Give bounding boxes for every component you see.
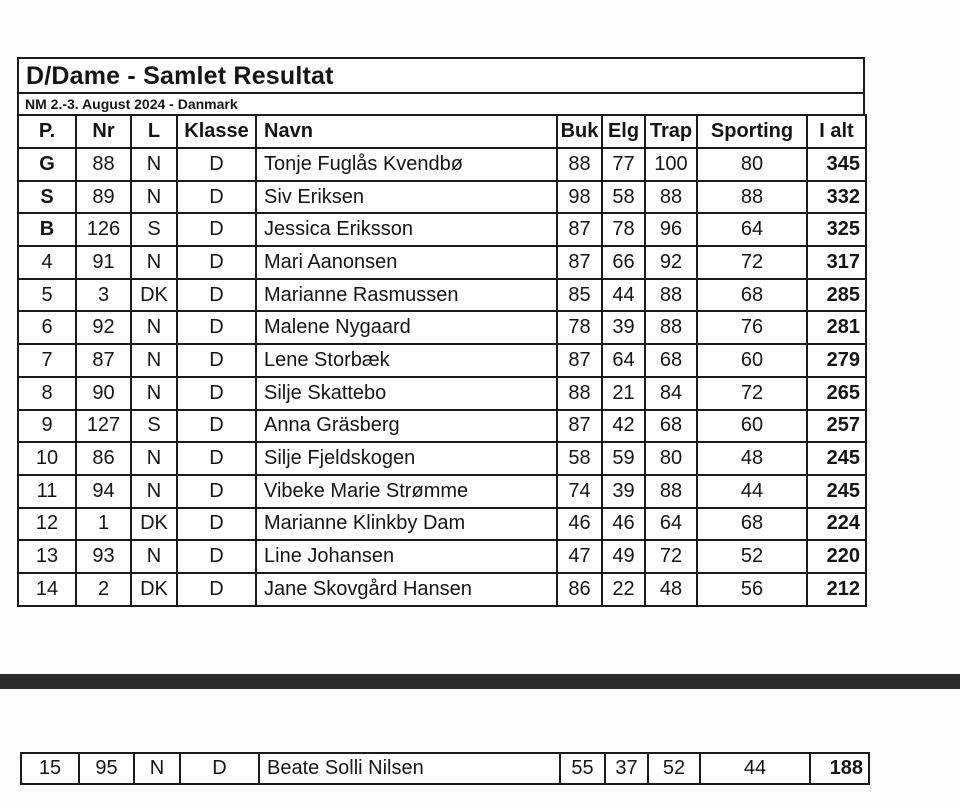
cell-trap: 64	[645, 508, 697, 541]
cell-l: S	[131, 213, 177, 246]
cell-p: 7	[18, 344, 76, 377]
cell-sporting: 64	[697, 213, 807, 246]
cell-sporting: 44	[697, 475, 807, 508]
main-result-sheet	[17, 57, 865, 607]
separator-bar	[0, 674, 960, 689]
cell-ialt: 245	[807, 475, 866, 508]
cell-trap: 92	[645, 246, 697, 279]
event-subtitle: NM 2.-3. August 2024 - Danmark	[17, 92, 865, 114]
cell-buk: 87	[557, 213, 602, 246]
cell-buk: 74	[557, 475, 602, 508]
cell-navn: Marianne Klinkby Dam	[256, 508, 557, 541]
header-sporting: Sporting	[697, 115, 807, 148]
table-row	[18, 410, 866, 443]
cell-p: S	[18, 181, 76, 214]
cell-klasse: D	[177, 573, 256, 606]
cell-trap: 84	[645, 377, 697, 410]
cell-sporting: 52	[697, 540, 807, 573]
cell-nr: 90	[76, 377, 131, 410]
cell-buk: 46	[557, 508, 602, 541]
cell-p: 11	[18, 475, 76, 508]
cell-trap: 72	[645, 540, 697, 573]
header-klasse: Klasse	[177, 115, 256, 148]
cell-navn: Beate Solli Nilsen	[259, 753, 560, 784]
cell-l: N	[131, 311, 177, 344]
cell-l: N	[131, 442, 177, 475]
header-l: L	[131, 115, 177, 148]
cell-nr: 1	[76, 508, 131, 541]
cell-ialt: 332	[807, 181, 866, 214]
cell-l: N	[131, 377, 177, 410]
cell-ialt: 188	[810, 753, 869, 784]
cell-elg: 39	[602, 311, 645, 344]
cell-sporting: 72	[697, 246, 807, 279]
cell-nr: 91	[76, 246, 131, 279]
cell-trap: 68	[645, 410, 697, 443]
cell-navn: Line Johansen	[256, 540, 557, 573]
table-row	[21, 753, 869, 784]
cell-p: 5	[18, 279, 76, 312]
cell-buk: 87	[557, 344, 602, 377]
cell-ialt: 257	[807, 410, 866, 443]
cell-sporting: 68	[697, 508, 807, 541]
cell-buk: 47	[557, 540, 602, 573]
cell-ialt: 220	[807, 540, 866, 573]
cell-elg: 44	[602, 279, 645, 312]
cell-navn: Anna Gräsberg	[256, 410, 557, 443]
cell-buk: 58	[557, 442, 602, 475]
cell-trap: 100	[645, 148, 697, 181]
table-row	[18, 213, 866, 246]
cell-klasse: D	[177, 344, 256, 377]
cell-navn: Tonje Fuglås Kvendbø	[256, 148, 557, 181]
cell-trap: 68	[645, 344, 697, 377]
cell-buk: 85	[557, 279, 602, 312]
cell-klasse: D	[177, 213, 256, 246]
cell-trap: 88	[645, 475, 697, 508]
cell-ialt: 317	[807, 246, 866, 279]
cell-ialt: 325	[807, 213, 866, 246]
cell-l: N	[131, 181, 177, 214]
cell-navn: Malene Nygaard	[256, 311, 557, 344]
cell-navn: Silje Fjeldskogen	[256, 442, 557, 475]
cell-p: 12	[18, 508, 76, 541]
header-nr: Nr	[76, 115, 131, 148]
cell-klasse: D	[180, 753, 259, 784]
cell-elg: 64	[602, 344, 645, 377]
cell-nr: 89	[76, 181, 131, 214]
cell-ialt: 279	[807, 344, 866, 377]
cell-l: N	[131, 246, 177, 279]
cell-sporting: 56	[697, 573, 807, 606]
cell-p: 10	[18, 442, 76, 475]
cell-sporting: 60	[697, 344, 807, 377]
header-buk: Buk	[557, 115, 602, 148]
table-row	[18, 442, 866, 475]
table-row	[18, 344, 866, 377]
table-row	[18, 475, 866, 508]
table-row	[18, 573, 866, 606]
header-row	[18, 115, 866, 148]
cell-l: N	[131, 540, 177, 573]
cell-buk: 55	[560, 753, 605, 784]
cell-klasse: D	[177, 475, 256, 508]
cell-p: 15	[21, 753, 79, 784]
cell-nr: 93	[76, 540, 131, 573]
cell-ialt: 285	[807, 279, 866, 312]
cell-elg: 37	[605, 753, 648, 784]
cell-ialt: 224	[807, 508, 866, 541]
cell-sporting: 68	[697, 279, 807, 312]
cell-ialt: 245	[807, 442, 866, 475]
cell-l: N	[131, 344, 177, 377]
cell-l: S	[131, 410, 177, 443]
cell-navn: Jane Skovgård Hansen	[256, 573, 557, 606]
cell-elg: 49	[602, 540, 645, 573]
cell-sporting: 80	[697, 148, 807, 181]
cell-sporting: 72	[697, 377, 807, 410]
cell-p: 6	[18, 311, 76, 344]
cell-klasse: D	[177, 279, 256, 312]
cell-buk: 88	[557, 377, 602, 410]
table-row	[18, 181, 866, 214]
cell-ialt: 345	[807, 148, 866, 181]
separated-result-sheet	[20, 752, 868, 785]
cell-nr: 3	[76, 279, 131, 312]
cell-navn: Jessica Eriksson	[256, 213, 557, 246]
cell-nr: 2	[76, 573, 131, 606]
cell-trap: 96	[645, 213, 697, 246]
cell-navn: Mari Aanonsen	[256, 246, 557, 279]
table-row	[18, 279, 866, 312]
cell-elg: 46	[602, 508, 645, 541]
cell-buk: 86	[557, 573, 602, 606]
cell-klasse: D	[177, 442, 256, 475]
cell-p: G	[18, 148, 76, 181]
cell-klasse: D	[177, 311, 256, 344]
cell-nr: 127	[76, 410, 131, 443]
table-row	[18, 246, 866, 279]
cell-elg: 78	[602, 213, 645, 246]
page-title: D/Dame - Samlet Resultat	[17, 57, 865, 92]
cell-buk: 87	[557, 246, 602, 279]
results-table	[17, 114, 867, 607]
table-row	[18, 508, 866, 541]
cell-p: 9	[18, 410, 76, 443]
cell-elg: 58	[602, 181, 645, 214]
cell-klasse: D	[177, 377, 256, 410]
cell-klasse: D	[177, 181, 256, 214]
header-trap: Trap	[645, 115, 697, 148]
cell-l: DK	[131, 508, 177, 541]
cell-elg: 66	[602, 246, 645, 279]
cell-p: 14	[18, 573, 76, 606]
cell-elg: 39	[602, 475, 645, 508]
cell-nr: 87	[76, 344, 131, 377]
header-ialt: I alt	[807, 115, 866, 148]
cell-nr: 95	[79, 753, 134, 784]
cell-navn: Marianne Rasmussen	[256, 279, 557, 312]
cell-l: N	[131, 475, 177, 508]
cell-trap: 52	[648, 753, 700, 784]
table-row	[18, 540, 866, 573]
cell-elg: 42	[602, 410, 645, 443]
cell-p: 13	[18, 540, 76, 573]
cell-klasse: D	[177, 148, 256, 181]
table-row	[18, 377, 866, 410]
table-row	[18, 311, 866, 344]
cell-navn: Silje Skattebo	[256, 377, 557, 410]
cell-klasse: D	[177, 246, 256, 279]
cell-nr: 88	[76, 148, 131, 181]
cell-elg: 22	[602, 573, 645, 606]
cell-nr: 92	[76, 311, 131, 344]
cell-nr: 126	[76, 213, 131, 246]
header-navn: Navn	[256, 115, 557, 148]
table-row	[18, 148, 866, 181]
cell-trap: 48	[645, 573, 697, 606]
cell-nr: 86	[76, 442, 131, 475]
cell-buk: 87	[557, 410, 602, 443]
cell-trap: 80	[645, 442, 697, 475]
cell-klasse: D	[177, 540, 256, 573]
cell-l: DK	[131, 279, 177, 312]
header-p: P.	[18, 115, 76, 148]
cell-buk: 78	[557, 311, 602, 344]
cell-navn: Lene Storbæk	[256, 344, 557, 377]
cell-l: N	[134, 753, 180, 784]
cell-p: 4	[18, 246, 76, 279]
cell-p: B	[18, 213, 76, 246]
cell-p: 8	[18, 377, 76, 410]
cell-l: DK	[131, 573, 177, 606]
cell-ialt: 281	[807, 311, 866, 344]
cell-elg: 77	[602, 148, 645, 181]
header-elg: Elg	[602, 115, 645, 148]
cell-buk: 88	[557, 148, 602, 181]
cell-ialt: 212	[807, 573, 866, 606]
cell-sporting: 88	[697, 181, 807, 214]
separated-results-table	[20, 752, 870, 785]
cell-sporting: 76	[697, 311, 807, 344]
cell-klasse: D	[177, 508, 256, 541]
cell-trap: 88	[645, 279, 697, 312]
cell-elg: 59	[602, 442, 645, 475]
cell-sporting: 44	[700, 753, 810, 784]
cell-sporting: 60	[697, 410, 807, 443]
cell-l: N	[131, 148, 177, 181]
cell-trap: 88	[645, 181, 697, 214]
cell-nr: 94	[76, 475, 131, 508]
cell-buk: 98	[557, 181, 602, 214]
cell-sporting: 48	[697, 442, 807, 475]
cell-elg: 21	[602, 377, 645, 410]
cell-trap: 88	[645, 311, 697, 344]
cell-klasse: D	[177, 410, 256, 443]
cell-ialt: 265	[807, 377, 866, 410]
cell-navn: Vibeke Marie Strømme	[256, 475, 557, 508]
cell-navn: Siv Eriksen	[256, 181, 557, 214]
